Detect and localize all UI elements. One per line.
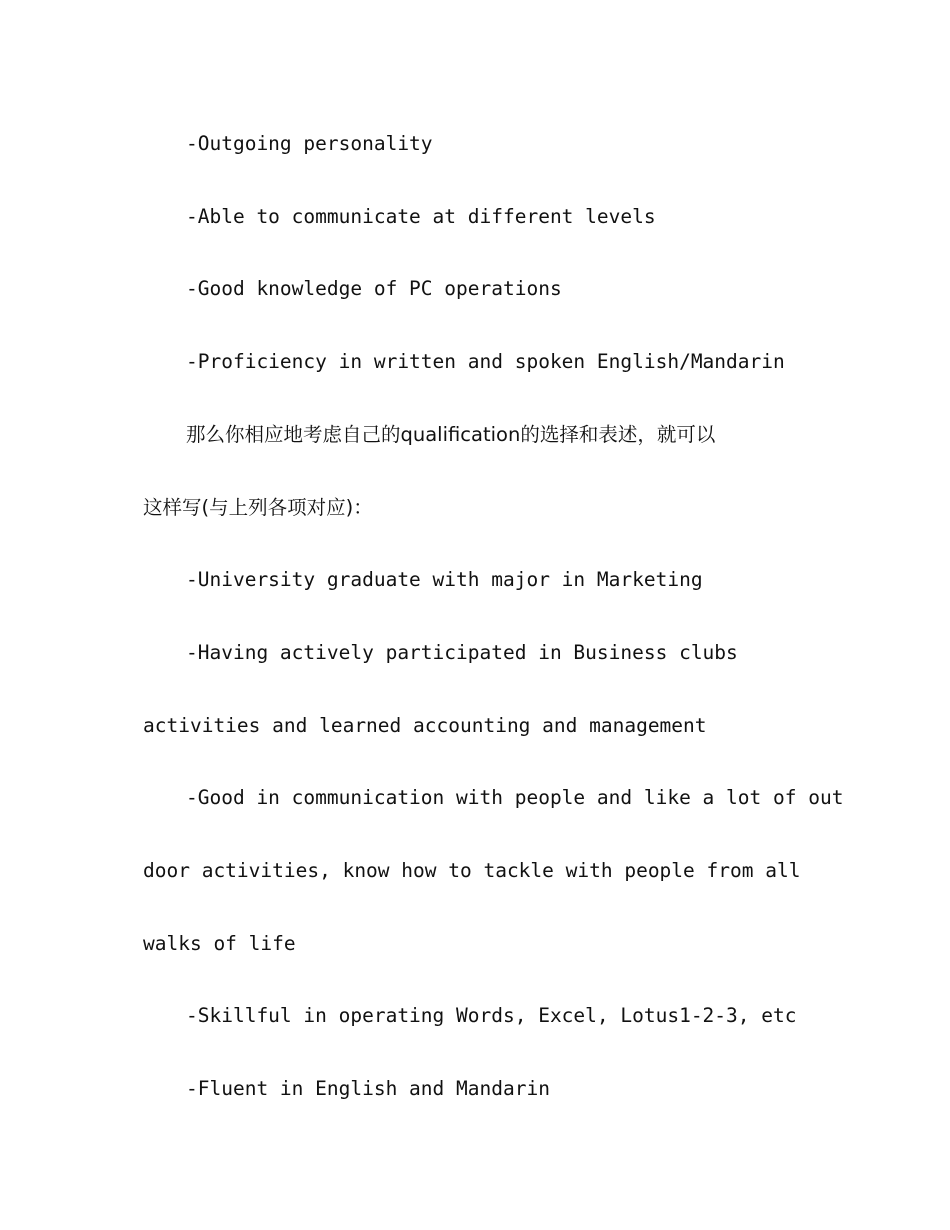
text-line-accounting-management: activities and learned accounting and management xyxy=(143,714,707,737)
text-line-proficiency-english: -Proficiency in written and spoken English/Mandarin xyxy=(186,350,785,373)
text-line-fluent-english: -Fluent in English and Mandarin xyxy=(186,1077,550,1100)
text-line-good-communication: -Good in communication with people and like a lot of out xyxy=(186,786,844,809)
text-line-communicate-levels: -Able to communicate at different levels xyxy=(186,205,656,228)
text-line-pc-operations: -Good knowledge of PC operations xyxy=(186,277,562,300)
text-line-skillful-operating: -Skillful in operating Words, Excel, Lotus1-2-3, etc xyxy=(186,1004,797,1027)
text-line-outgoing-personality: -Outgoing personality xyxy=(186,132,433,155)
text-line-outdoor-activities: door activities, know how to tackle with people from all xyxy=(143,859,801,882)
text-line-business-clubs: -Having actively participated in Business clubs xyxy=(186,641,738,664)
text-line-walks-of-life: walks of life xyxy=(143,932,296,955)
text-line-chinese-continuation: 这样写(与上列各项对应)： xyxy=(143,496,373,519)
text-line-university-graduate: -University graduate with major in Marketing xyxy=(186,568,703,591)
text-line-chinese-intro: 那么你相应地考虑自己的qualification的选择和表述，就可以 xyxy=(186,423,716,446)
